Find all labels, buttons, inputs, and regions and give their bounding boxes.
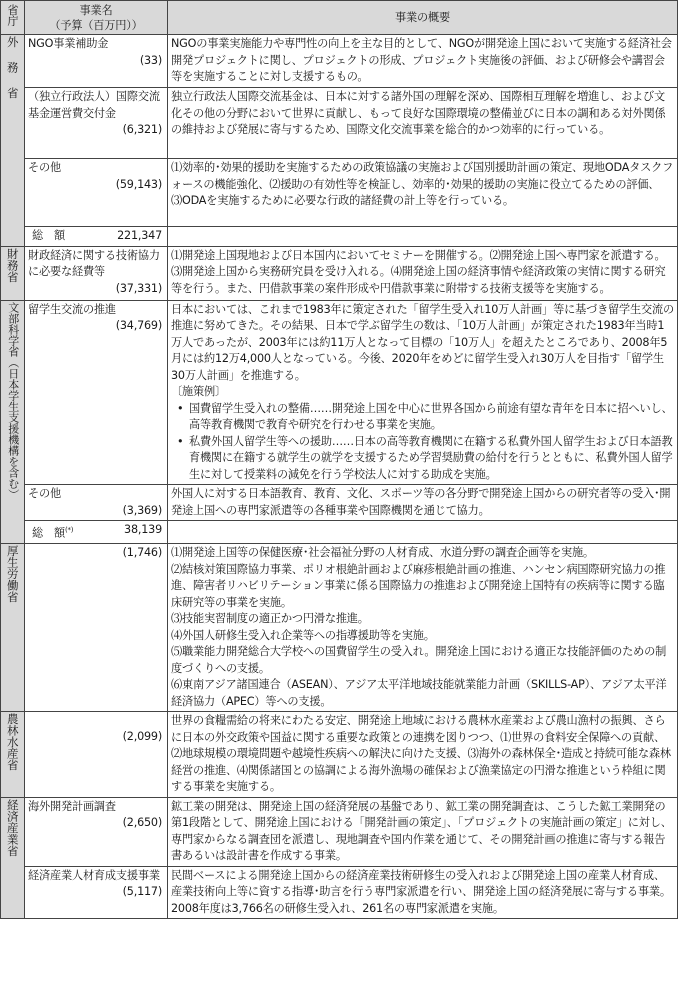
header-row	[1, 1, 678, 35]
ministry-mext: 文部科学省（日本学生支援機構を含む）	[1, 300, 25, 544]
project-name: NGO事業補助金	[28, 37, 109, 50]
project-cell	[25, 485, 168, 521]
list-item: ⑸職業能力開発総合大学校への国費留学生の受入れ。開発途上国における適正な技能評価のための制度づくりへの支援。	[171, 645, 667, 675]
project-summary	[168, 544, 678, 712]
table-row	[1, 797, 678, 866]
project-name: 留学生交流の推進	[28, 302, 116, 316]
project-summary: 鉱工業の開発は、開発途上国の経済発展の基盤であり、鉱工業の開発調査は、こうした鉱工業開発の第1段階として、開発途上国における「開発計画の策定」、「プロジェクトの実施計画の策定」に対し、専門家からなる調査団を派遣し、現地調査や国内作業を通じて、その開発計画の推進に寄与する報告書あるいは設計書を作成する事業。	[168, 797, 678, 866]
total-cell	[25, 227, 168, 247]
project-budget: (1,746)	[122, 546, 162, 560]
project-cell	[25, 300, 168, 485]
ministry-maff: 農林水産省	[1, 712, 25, 798]
summary-text: 日本においては、これまで1983年に策定された「留学生受入れ10万人計画」等に基づき留学生交流の推進に努めてきた。その結果、日本で学ぶ留学生の数は、「10万人計画」が策定された1983年当時1万人であったが、2003年には約11万人となって目標の「10万人」を超えたところであり、2008年5月には約12万4,000人となっている。今後、2020年をめどに留学生受入れ30万人を目指す「留学生30万人計画」を推進する。	[171, 302, 674, 382]
project-summary: NGOの事業実施能力や専門性の向上を主な目的として、NGOが開発途上国において実施する経済社会開発プロジェクトに関し、プロジェクトの形成、プロジェクト実施後の評価、および研修会や講習会等を実施することに対し支援するもの。	[168, 35, 678, 88]
project-budget: (3,369)	[122, 503, 162, 517]
list-item: • 私費外国人留学生等への援助……日本の高等教育機関に在籍する私費外国人留学生および日本語教育機関に在籍する就学生の就学を支援するため学習奨励費の給付を行うとともに、私費外国人留学生に対して授業料の減免を行う学校法人に対する助成を実施。	[177, 434, 673, 481]
project-cell	[25, 797, 168, 866]
summary-text: 民間ベースによる開発途上国からの経済産業技術研修生の受入れおよび開発途上国の産業人材育成、産業技術向上等に資する指導･助言を行う専門家派遣を行い、開発途上国の経済発展に寄与する事業。	[171, 868, 671, 899]
table-row	[1, 159, 678, 227]
project-summary: ⑴開発途上国現地および日本国内においてセミナーを開催する。⑵開発途上国へ専門家を派遣する。⑶開発途上国から実務研究員を受け入れる。⑷開発途上国の経済事情や経済政策の実情に関する研究等を行う。また、円借款事業の案件形成や円借款事業に附帯する技術支援等を実施する。	[168, 246, 678, 300]
total-summary-empty	[168, 227, 678, 247]
project-cell	[25, 246, 168, 300]
table-row	[1, 712, 678, 798]
ministry-meti: 経済産業省	[1, 797, 25, 919]
project-cell	[25, 159, 168, 227]
list-item: ⑵結核対策国際協力事業、ポリオ根絶計画および麻疹根絶計画の推進、ハンセン病国際研究協力の推進、障害者リハビリテーション事業に係る国際協力の推進および開発途上国特有の疾病等に関する臨床研究等の事業を実施。	[171, 562, 666, 609]
examples-label: 〔施策例〕	[171, 385, 226, 398]
project-budget: (6,321)	[122, 123, 162, 136]
table-row	[1, 88, 678, 159]
table-row	[1, 866, 678, 919]
project-name: （独立行政法人）国際交流基金運営費交付金	[28, 90, 160, 120]
total-summary-empty	[168, 521, 678, 544]
total-label: 総 額	[32, 229, 65, 242]
table-row	[1, 35, 678, 88]
summary-text: 2008年度は3,766名の研修生受入れ、261名の専門家派遣を実施。	[171, 901, 504, 915]
project-budget: (5,117)	[122, 885, 162, 899]
project-summary: ⑴効率的･効果的援助を実施するための政策協議の実施および国別援助計画の策定、現地ODAタスクフォースの機能強化、⑵援助の有効性等を検証し、効率的･効果的援助の実施に役立てるための評価、⑶ODAを実施するために必要な行政的諸経費の計上等を行っている。	[168, 159, 678, 227]
table-row	[1, 544, 678, 712]
project-summary	[168, 866, 678, 919]
project-budget: (2,099)	[122, 730, 162, 744]
ministry-mhlw: 厚生労働省	[1, 544, 25, 712]
total-label: 総 額(*)	[32, 526, 74, 540]
project-cell	[25, 88, 168, 159]
list-item: ⑹東南アジア諸国連合（ASEAN）、アジア太平洋地域技能就業能力計画（SKILLS-AP）、アジア太平洋経済協力（APEC）等への支援。	[171, 678, 667, 708]
table-row	[1, 300, 678, 485]
header-summary: 事業の概要	[168, 1, 678, 35]
list-item: ⑷外国人研修生受入れ企業等への指導援助等を実施。	[171, 628, 435, 642]
header-ministry: 省庁	[1, 1, 25, 35]
project-summary: 外国人に対する日本語教育、教育、文化、スポーツ等の各分野で開発途上国からの研究者等の受入･開発途上国への専門家派遣等の各種事業や国際機関を通じて協力。	[168, 485, 678, 521]
project-budget: (33)	[139, 53, 162, 67]
total-value: 221,347	[117, 229, 162, 242]
project-budget: (2,650)	[122, 816, 162, 830]
project-cell	[25, 35, 168, 88]
list-item: • 国費留学生受入れの整備……開発途上国を中心に世界各国から前途有望な青年を日本に招へいし、高等教育機関で教育や研究を行わせる事業を実施。	[177, 401, 673, 431]
project-summary: 世界の食糧需給の将来にわたる安定、開発途上地域における農林水産業および農山漁村の振興、さらに日本の外交政策や国益に関する重要な政策との連携を図りつつ、⑴世界の食料安全保障への貢献、⑵地球規模の環境問題や越境性疾病への解決に向けた支援、⑶海外の森林保全･造成と持続可能な森林経営の推進、⑷関係諸国との協調による海外漁場の確保および漁業協定の円滑な推進という枠組に関する事業を実施する。	[168, 712, 678, 798]
list-item: ⑴開発途上国等の保健医療･社会福祉分野の人材育成、水道分野の調査企画等を実施。	[171, 546, 594, 560]
project-name: 財政経済に関する技術協力に必要な経費等	[28, 248, 160, 278]
project-cell	[25, 712, 168, 798]
table-row	[1, 246, 678, 300]
project-name: その他	[28, 487, 61, 500]
project-cell	[25, 866, 168, 919]
total-row	[1, 521, 678, 544]
table-row	[1, 485, 678, 521]
project-summary: 独立行政法人国際交流基金は、日本に対する諸外国の理解を深め、国際相互理解を増進し、および文化その他の分野において世界に貢献し、もって良好な国際環境の整備並びに日本の調和ある対外関係の維持および発展に寄与するため、国際文化交流事業を総合的かつ効率的に行っている。	[168, 88, 678, 159]
total-cell	[25, 521, 168, 544]
project-budget: (37,331)	[115, 281, 162, 295]
ministry-mof: 財務省	[1, 246, 25, 300]
list-item: ⑶技能実習制度の適正かつ円滑な推進。	[171, 612, 369, 626]
total-row	[1, 227, 678, 247]
project-name: 経済産業人材育成支援事業	[28, 868, 160, 882]
header-project-name: 事業名 （予算（百万円））	[25, 1, 168, 35]
project-budget: (59,143)	[115, 177, 162, 191]
project-name: 海外開発計画調査	[28, 799, 116, 813]
project-cell	[25, 544, 168, 712]
total-value: 38,139	[124, 523, 162, 536]
ministry-mofa: 外務省	[1, 35, 25, 247]
project-name: その他	[28, 161, 61, 174]
project-summary	[168, 300, 678, 485]
project-budget: (34,769)	[115, 319, 162, 332]
